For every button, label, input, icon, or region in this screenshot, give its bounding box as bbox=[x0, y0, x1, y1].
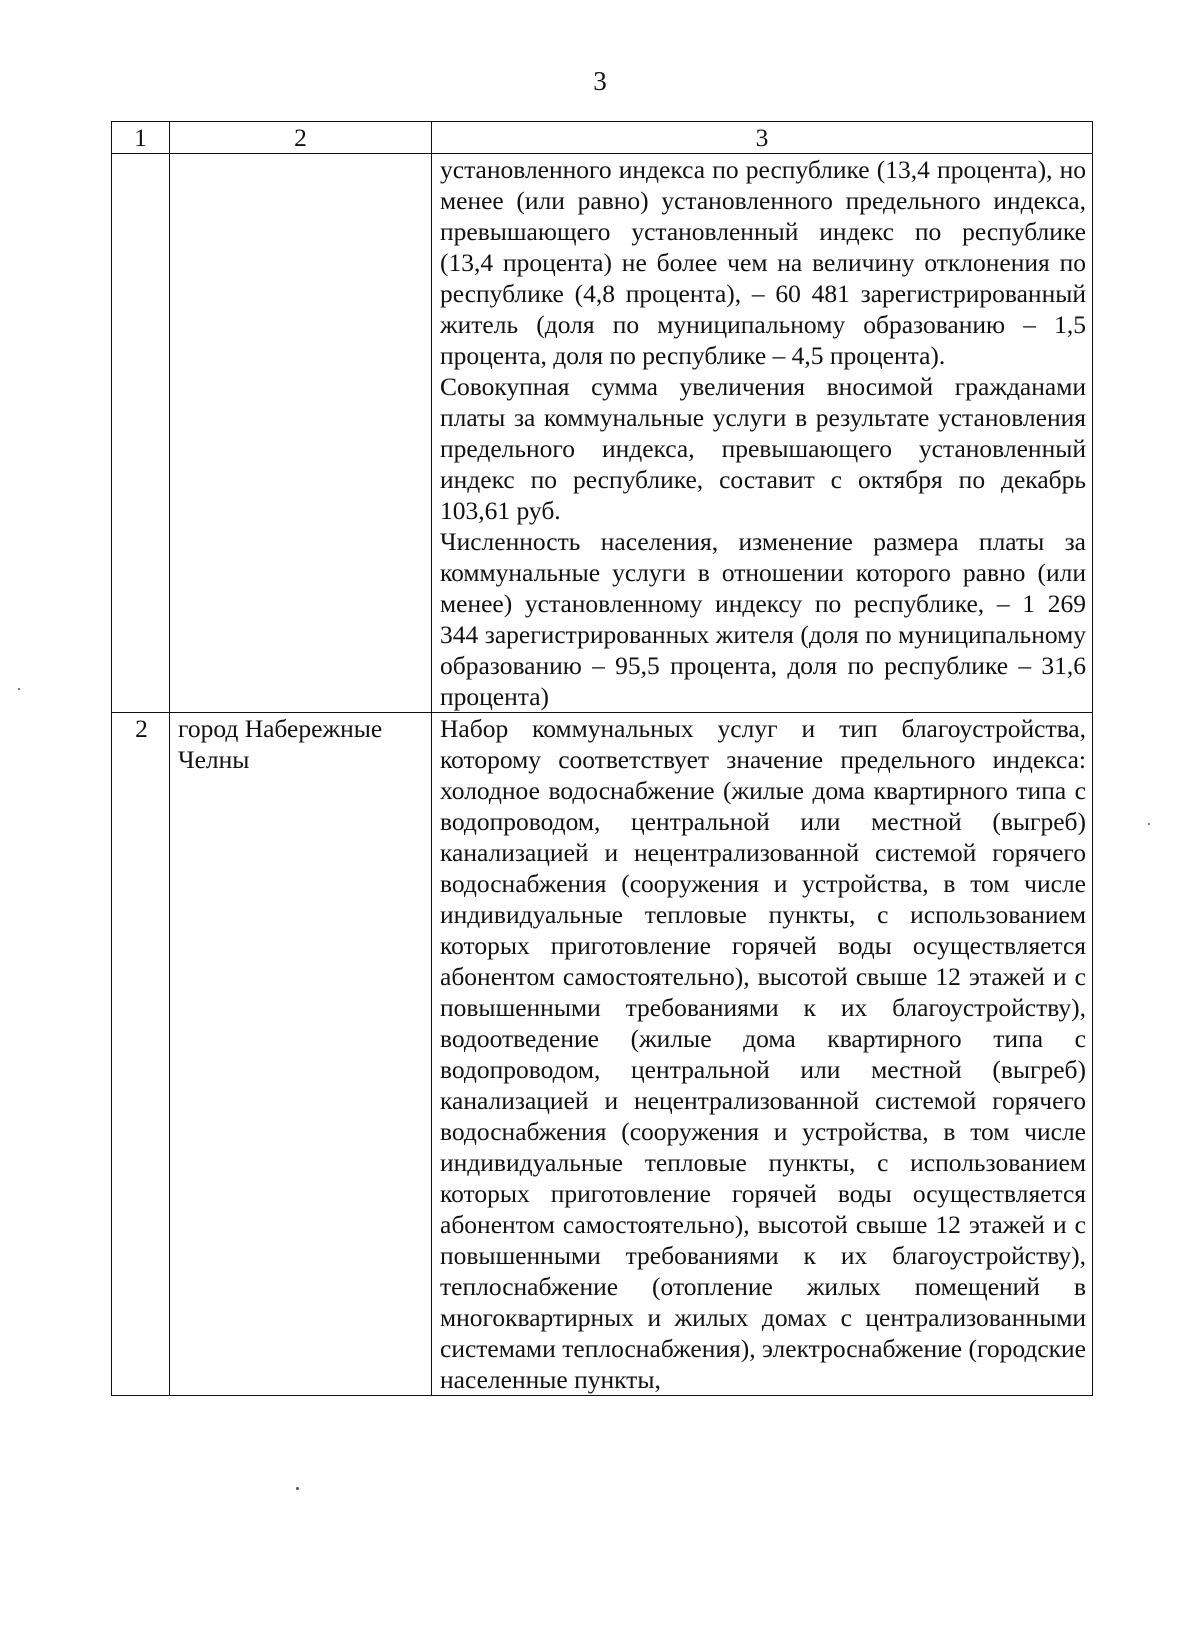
municipality-name-cell: город Набережные Челны bbox=[170, 713, 432, 1396]
description-paragraph: Набор коммунальных услуг и тип благоустройства, которому соответствует значение предельного индекса: холодное водоснабжение (жилые дома квартирного типа с водопроводом, центральной или местной (выгреб) канализацией и нецентрализованной системой горячего водоснабжения (сооружения и устройства, в том числе индивидуальные тепловые пункты, с использованием которых приготовление горячей воды осуществляется абонентом самостоятельно), высотой свыше 12 этажей и с повышенными требованиями к их благоустройству), водоотведение (жилые дома квартирного типа с водопроводом, центральной или местной (выгреб) канализацией и нецентрализованной системой горячего водоснабжения (сооружения и устройства, в том числе индивидуальные тепловые пункты, с использованием которых приготовление горячей воды осуществляется абонентом самостоятельно), высотой свыше 12 этажей и с повышенными требованиями к их благоустройству), теплоснабжение (отопление жилых помещений в многоквартирных и жилых домах с централизованными системами теплоснабжения), электроснабжение (городские населенные пункты, bbox=[440, 714, 1086, 1394]
scan-speck bbox=[296, 1487, 299, 1490]
table-header-row bbox=[112, 122, 1093, 154]
scan-speck bbox=[18, 688, 20, 690]
column-header-number: 1 bbox=[112, 122, 170, 154]
row-number-cell bbox=[112, 154, 170, 713]
description-paragraph: Совокупная сумма увеличения вносимой гражданами платы за коммунальные услуги в результате установления предельного индекса, превышающего установленный индекс по республике, составит с октября по декабрь 103,61 руб. bbox=[440, 372, 1086, 525]
column-header-name: 2 bbox=[170, 122, 432, 154]
page-number: 3 bbox=[593, 66, 607, 96]
table-row bbox=[112, 154, 1093, 713]
document-table bbox=[111, 121, 1093, 1396]
column-header-description: 3 bbox=[432, 122, 1093, 154]
description-paragraph: Численность населения, изменение размера платы за коммунальные услуги в отношении которого равно (или менее) установленному индексу по республике, – 1 269 344 зарегистрированных жителя (доля по муниципальному образованию – 95,5 процента, доля по республике – 31,6 процента) bbox=[440, 527, 1086, 711]
description-paragraph: установленного индекса по республике (13,4 процента), но менее (или равно) установленного предельного индекса, превышающего установленный индекс по республике (13,4 процента) не более чем на величину отклонения по республике (4,8 процента), – 60 481 зарегистрированный житель (доля по муниципальному образованию – 1,5 процента, доля по республике – 4,5 процента). bbox=[440, 155, 1086, 370]
description-cell bbox=[432, 713, 1093, 1396]
description-cell bbox=[432, 154, 1093, 713]
row-number-cell: 2 bbox=[112, 713, 170, 1396]
scan-speck bbox=[1148, 823, 1150, 825]
table-row bbox=[112, 713, 1093, 1396]
municipality-name-cell bbox=[170, 154, 432, 713]
